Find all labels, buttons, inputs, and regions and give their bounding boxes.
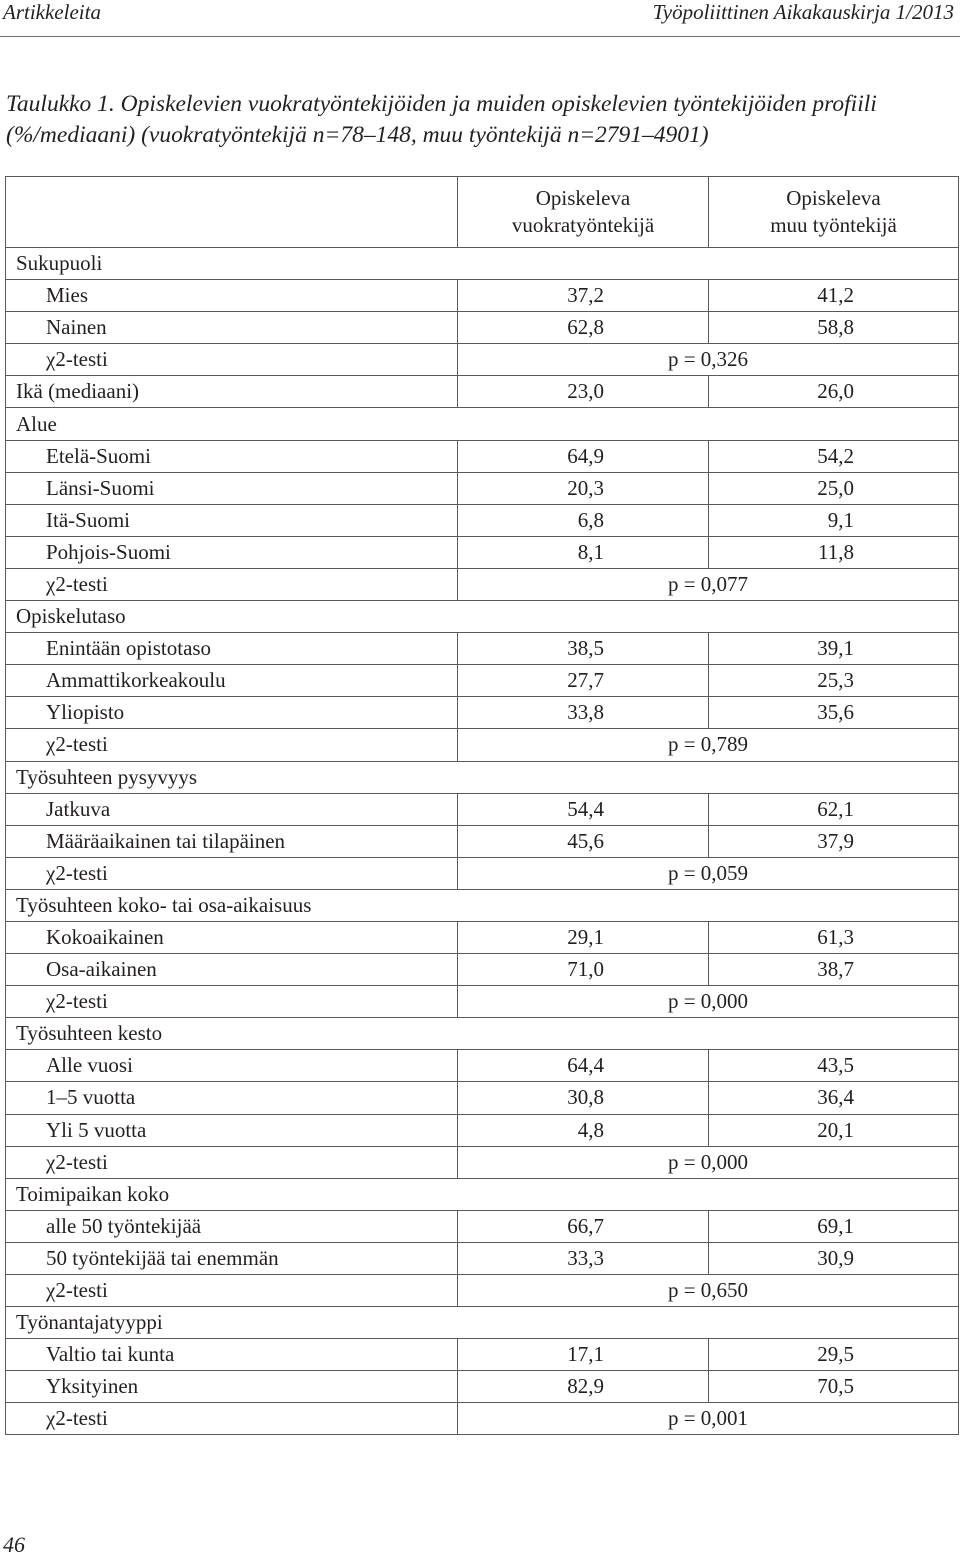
data-row — [6, 1339, 959, 1371]
column-header-temp-worker — [458, 177, 709, 248]
value-temp-worker: 38,5 — [458, 633, 709, 665]
value-temp-worker: 66,7 — [458, 1210, 709, 1242]
data-row — [6, 1050, 959, 1082]
p-value: p = 0,789 — [458, 729, 959, 761]
data-row — [6, 1082, 959, 1114]
value-temp-worker: 30,8 — [458, 1082, 709, 1114]
chi-square-row — [6, 344, 959, 376]
p-value: p = 0,000 — [458, 1146, 959, 1178]
value-other-worker: 26,0 — [709, 376, 959, 408]
row-label: Ammattikorkeakoulu — [6, 665, 458, 697]
row-label: Määräaikainen tai tilapäinen — [6, 825, 458, 857]
table-body — [6, 248, 959, 1435]
row-label: Pohjois-Suomi — [6, 536, 458, 568]
value-temp-worker: 54,4 — [458, 793, 709, 825]
value-temp-worker: 82,9 — [458, 1371, 709, 1403]
chi-square-label: χ2-testi — [6, 1146, 458, 1178]
row-label: 1–5 vuotta — [6, 1082, 458, 1114]
data-row — [6, 504, 959, 536]
section-label: Alue — [6, 408, 959, 440]
value-temp-worker: 4,8 — [458, 1114, 709, 1146]
chi-square-label: χ2-testi — [6, 1275, 458, 1307]
column-header-other-worker-line1: Opiskeleva — [786, 186, 881, 210]
running-header-left: Artikkeleita — [3, 0, 101, 24]
value-other-worker: 37,9 — [709, 825, 959, 857]
table-header-row — [6, 177, 959, 248]
value-other-worker: 38,7 — [709, 954, 959, 986]
section-row — [6, 1307, 959, 1339]
value-other-worker: 36,4 — [709, 1082, 959, 1114]
value-other-worker: 11,8 — [709, 536, 959, 568]
data-row — [6, 825, 959, 857]
chi-square-row — [6, 986, 959, 1018]
table-caption: Taulukko 1. Opiskelevien vuokratyöntekijöiden ja muiden opiskelevien työntekijöiden profiili (%/mediaani) (vuokratyöntekijä n=78–148, muu työntekijä n=2791–4901) — [6, 91, 877, 148]
value-temp-worker: 8,1 — [458, 536, 709, 568]
section-label: Työnantajatyyppi — [6, 1307, 959, 1339]
p-value: p = 0,001 — [458, 1403, 959, 1435]
row-label: Valtio tai kunta — [6, 1339, 458, 1371]
row-label: Mies — [6, 280, 458, 312]
column-header-temp-worker-line1: Opiskeleva — [535, 186, 631, 210]
header-rule — [0, 36, 960, 37]
row-label: Kokoaikainen — [6, 921, 458, 953]
data-row — [6, 697, 959, 729]
value-other-worker: 35,6 — [709, 697, 959, 729]
row-label: Osa-aikainen — [6, 954, 458, 986]
data-row — [6, 1371, 959, 1403]
section-row — [6, 1178, 959, 1210]
data-row — [6, 376, 959, 408]
value-temp-worker: 20,3 — [458, 472, 709, 504]
value-temp-worker: 62,8 — [458, 312, 709, 344]
data-row — [6, 472, 959, 504]
row-label: 50 työntekijää tai enemmän — [6, 1242, 458, 1274]
p-value: p = 0,000 — [458, 986, 959, 1018]
section-row — [6, 1018, 959, 1050]
row-label: Alle vuosi — [6, 1050, 458, 1082]
value-other-worker: 54,2 — [709, 440, 959, 472]
chi-square-row — [6, 1146, 959, 1178]
chi-square-row — [6, 568, 959, 600]
value-temp-worker: 33,3 — [458, 1242, 709, 1274]
row-label: Itä-Suomi — [6, 504, 458, 536]
section-row — [6, 601, 959, 633]
value-temp-worker: 45,6 — [458, 825, 709, 857]
value-temp-worker: 29,1 — [458, 921, 709, 953]
section-label: Sukupuoli — [6, 248, 959, 280]
row-label: Yliopisto — [6, 697, 458, 729]
value-other-worker: 41,2 — [709, 280, 959, 312]
value-temp-worker: 71,0 — [458, 954, 709, 986]
row-label: Yksityinen — [6, 1371, 458, 1403]
value-temp-worker: 27,7 — [458, 665, 709, 697]
value-other-worker: 20,1 — [709, 1114, 959, 1146]
value-other-worker: 9,1 — [709, 504, 959, 536]
value-other-worker: 69,1 — [709, 1210, 959, 1242]
value-other-worker: 25,0 — [709, 472, 959, 504]
data-row — [6, 1210, 959, 1242]
data-row — [6, 665, 959, 697]
row-label: Ikä (mediaani) — [6, 376, 458, 408]
data-row — [6, 793, 959, 825]
column-header-other-worker — [709, 177, 959, 248]
section-label: Työsuhteen pysyvyys — [6, 761, 959, 793]
chi-square-label: χ2-testi — [6, 986, 458, 1018]
section-row — [6, 248, 959, 280]
data-row — [6, 1114, 959, 1146]
row-label: alle 50 työntekijää — [6, 1210, 458, 1242]
row-label: Nainen — [6, 312, 458, 344]
p-value: p = 0,077 — [458, 568, 959, 600]
profile-table — [5, 176, 959, 1435]
chi-square-label: χ2-testi — [6, 857, 458, 889]
header-empty-cell — [6, 177, 458, 248]
value-other-worker: 25,3 — [709, 665, 959, 697]
row-label: Yli 5 vuotta — [6, 1114, 458, 1146]
value-other-worker: 70,5 — [709, 1371, 959, 1403]
chi-square-row — [6, 1275, 959, 1307]
row-label: Enintään opistotaso — [6, 633, 458, 665]
chi-square-label: χ2-testi — [6, 1403, 458, 1435]
p-value: p = 0,326 — [458, 344, 959, 376]
p-value: p = 0,059 — [458, 857, 959, 889]
data-row — [6, 921, 959, 953]
value-temp-worker: 17,1 — [458, 1339, 709, 1371]
chi-square-row — [6, 729, 959, 761]
data-row — [6, 536, 959, 568]
value-other-worker: 29,5 — [709, 1339, 959, 1371]
value-temp-worker: 6,8 — [458, 504, 709, 536]
chi-square-label: χ2-testi — [6, 729, 458, 761]
section-row — [6, 761, 959, 793]
row-label: Jatkuva — [6, 793, 458, 825]
data-row — [6, 1242, 959, 1274]
value-temp-worker: 64,4 — [458, 1050, 709, 1082]
section-label: Työsuhteen koko- tai osa-aikaisuus — [6, 889, 959, 921]
row-label: Etelä-Suomi — [6, 440, 458, 472]
value-temp-worker: 23,0 — [458, 376, 709, 408]
section-row — [6, 408, 959, 440]
value-other-worker: 39,1 — [709, 633, 959, 665]
column-header-other-worker-line2: muu työntekijä — [770, 213, 897, 237]
row-label: Länsi-Suomi — [6, 472, 458, 504]
data-row — [6, 633, 959, 665]
page-number: 46 — [3, 1532, 25, 1557]
value-temp-worker: 64,9 — [458, 440, 709, 472]
section-label: Toimipaikan koko — [6, 1178, 959, 1210]
chi-square-label: χ2-testi — [6, 568, 458, 600]
column-header-temp-worker-line2: vuokratyöntekijä — [511, 213, 655, 237]
value-other-worker: 61,3 — [709, 921, 959, 953]
value-temp-worker: 37,2 — [458, 280, 709, 312]
value-temp-worker: 33,8 — [458, 697, 709, 729]
p-value: p = 0,650 — [458, 1275, 959, 1307]
value-other-worker: 62,1 — [709, 793, 959, 825]
chi-square-row — [6, 1403, 959, 1435]
value-other-worker: 58,8 — [709, 312, 959, 344]
chi-square-row — [6, 857, 959, 889]
value-other-worker: 43,5 — [709, 1050, 959, 1082]
data-row — [6, 280, 959, 312]
data-row — [6, 954, 959, 986]
running-header-right: Työpoliittinen Aikakauskirja 1/2013 — [652, 0, 954, 24]
section-label: Opiskelutaso — [6, 601, 959, 633]
section-row — [6, 889, 959, 921]
chi-square-label: χ2-testi — [6, 344, 458, 376]
value-other-worker: 30,9 — [709, 1242, 959, 1274]
section-label: Työsuhteen kesto — [6, 1018, 959, 1050]
data-row — [6, 440, 959, 472]
data-row — [6, 312, 959, 344]
